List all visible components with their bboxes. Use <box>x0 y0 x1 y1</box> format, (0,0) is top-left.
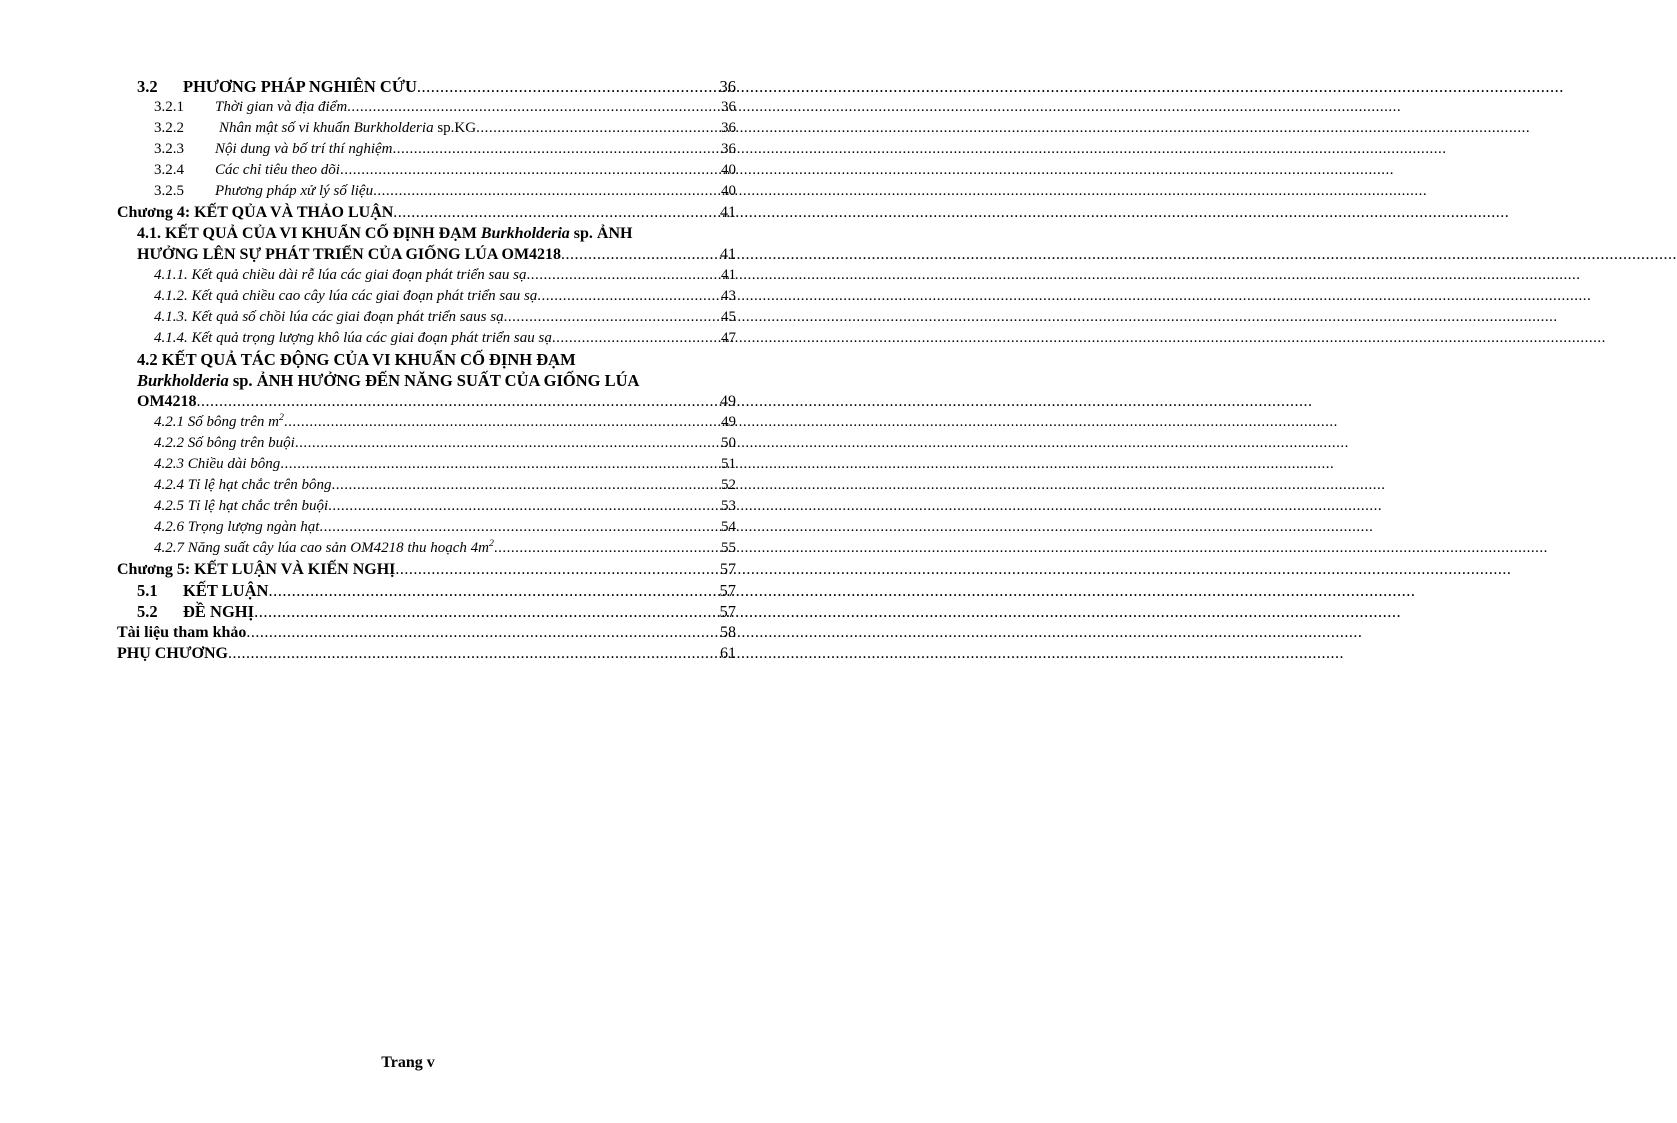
section-number: 3.2 <box>137 77 158 96</box>
page-number: 53 <box>721 498 736 514</box>
section-title: Thời gian và địa điểm <box>215 99 348 115</box>
dot-leader <box>393 202 719 223</box>
page-number: 58 <box>720 624 736 641</box>
genus-name: Burkholderia <box>480 225 570 242</box>
page-number: 61 <box>720 645 736 662</box>
section-number: 5.1 <box>137 581 158 600</box>
toc-entry-4-1-3[interactable] <box>117 307 736 328</box>
dot-leader <box>319 517 720 538</box>
dot-leader <box>254 601 718 622</box>
section-title: 4.1.3. Kết quả số chồi lúa các giai đoạn phát triển saus sạ <box>154 309 504 325</box>
section-number: 3.2.1 <box>154 99 184 115</box>
toc-entry-3-2-1[interactable] <box>117 97 736 118</box>
toc-entry-4-1-2[interactable] <box>117 286 736 307</box>
page-number: 57 <box>720 561 736 578</box>
section-number: 5.2 <box>137 602 158 621</box>
dot-leader <box>280 454 720 475</box>
section-title: 4.2.6 Trọng lượng ngàn hạt <box>154 519 320 535</box>
dot-leader <box>295 433 720 454</box>
page-number: 43 <box>721 288 736 304</box>
title-text: 4.2.1 Số bông trên m <box>154 414 279 430</box>
toc-entry-3-2-3[interactable] <box>117 139 736 160</box>
toc-entry-4-2-cont-2[interactable] <box>117 391 736 412</box>
dot-leader <box>417 76 719 97</box>
toc-entry-4-2[interactable] <box>117 349 736 370</box>
superscript: 2 <box>279 412 284 423</box>
toc-entry-4-2-2[interactable] <box>117 433 736 454</box>
page-footer: Trang v <box>381 1054 435 1071</box>
section-number: 3.2.5 <box>154 183 184 199</box>
page-number: 41 <box>720 204 736 221</box>
page-number: 40 <box>721 162 736 178</box>
toc-entry-5-1[interactable] <box>117 580 736 601</box>
page-number: 36 <box>721 141 736 157</box>
page-number: 47 <box>721 330 736 346</box>
dot-leader <box>393 139 721 160</box>
section-title: KẾT LUẬN <box>183 581 269 600</box>
page-number: 52 <box>721 477 736 493</box>
dot-leader <box>395 559 719 580</box>
section-title: Phương pháp xử lý số liệu <box>215 183 374 199</box>
appendix-title: PHỤ CHƯƠNG <box>117 645 228 662</box>
toc-entry-3-2-2[interactable] <box>117 118 736 139</box>
title-part: sp. ẢNH <box>569 225 633 242</box>
dot-leader <box>284 412 720 433</box>
page-number: 41 <box>721 267 736 283</box>
toc-entry-4-1-cont[interactable] <box>117 244 736 265</box>
section-title: Các chỉ tiêu theo dõi <box>215 162 340 178</box>
dot-leader <box>228 643 719 664</box>
toc-entry-4-2-3[interactable] <box>117 454 736 475</box>
section-title: 4.2.2 Số bông trên buội <box>154 435 295 451</box>
section-title-line-3: OM4218 <box>137 393 197 410</box>
title-part: 4.1. KẾT QUẢ CỦA VI KHUẨN CỐ ĐỊNH ĐẠM <box>137 225 481 242</box>
section-title <box>154 412 284 433</box>
page-number: 51 <box>721 456 736 472</box>
toc-entry-4-2-7[interactable] <box>117 538 736 559</box>
superscript: 2 <box>488 538 494 549</box>
dot-leader <box>504 307 720 328</box>
toc-entry-4-2-4[interactable] <box>117 475 736 496</box>
dot-leader <box>340 160 720 181</box>
dot-leader <box>197 391 719 412</box>
toc-entry-4-1[interactable] <box>117 223 736 244</box>
title-part: sp.KG <box>433 120 477 136</box>
section-title: 4.2.4 Tỉ lệ hạt chắc trên bông <box>154 477 332 493</box>
toc-entry-4-2-5[interactable] <box>117 496 736 517</box>
section-title: PHƯƠNG PHÁP NGHIÊN CỨU <box>183 77 417 96</box>
genus-name: Burkholderia <box>137 371 229 390</box>
dot-leader <box>561 244 719 265</box>
dot-leader <box>526 265 720 286</box>
dot-leader <box>494 538 720 559</box>
toc-entry-4-2-6[interactable] <box>117 517 736 538</box>
references-title: Tài liệu tham khảo <box>117 624 247 641</box>
section-title <box>219 118 476 139</box>
page-number: 36 <box>721 99 736 115</box>
toc-entry-4-2-1[interactable] <box>117 412 736 433</box>
page-number: 49 <box>721 414 736 430</box>
section-number: 3.2.3 <box>154 141 184 157</box>
section-number: 3.2.2 <box>154 120 184 136</box>
section-title-line-1: 4.2 KẾT QUẢ TÁC ĐỘNG CỦA VI KHUẨN CỐ ĐỊNH ĐẠM <box>137 350 576 369</box>
chapter-title: Chương 5: KẾT LUẬN VÀ KIẾN NGHỊ <box>117 561 396 578</box>
toc-entry-4-1-4[interactable] <box>117 328 736 349</box>
chapter-title: Chương 4: KẾT QỦA VÀ THẢO LUẬN <box>117 204 394 221</box>
page-number: 40 <box>721 183 736 199</box>
dot-leader <box>552 328 720 349</box>
title-text: 4.2.7 Năng suất cây lúa cao sản OM4218 thu hoạch 4m <box>154 540 489 556</box>
table-of-contents <box>117 76 736 664</box>
page-number: 41 <box>720 246 736 263</box>
page-number: 45 <box>721 309 736 325</box>
section-number: 3.2.4 <box>154 162 184 178</box>
toc-entry-3-2-5[interactable] <box>117 181 736 202</box>
toc-entry-4-1-1[interactable] <box>117 265 736 286</box>
section-title-line-2: HƯỞNG LÊN SỰ PHÁT TRIỂN CỦA GIỐNG LÚA OM4218 <box>137 246 562 263</box>
section-title-line-1 <box>137 223 632 244</box>
dot-leader <box>246 622 719 643</box>
title-part: Nhân mật số vi khuẩn <box>219 120 354 136</box>
section-title-line-2 <box>137 370 639 391</box>
page-number: 57 <box>719 602 736 621</box>
toc-entry-3-2[interactable] <box>117 76 736 97</box>
page-number: 55 <box>721 540 736 556</box>
dot-leader <box>373 181 720 202</box>
page-number: 36 <box>719 77 736 96</box>
page-number: 50 <box>721 435 736 451</box>
dot-leader <box>328 496 720 517</box>
toc-entry-chapter-5[interactable] <box>117 559 736 580</box>
dot-leader <box>476 118 720 139</box>
page-number: 57 <box>719 581 736 600</box>
section-title: 4.1.2. Kết quả chiều cao cây lúa các giai đoạn phát triển sau sạ <box>154 288 538 304</box>
toc-entry-3-2-4[interactable] <box>117 160 736 181</box>
title-part: sp. ẢNH HƯỞNG ĐẾN NĂNG SUẤT CỦA GIỐNG LÚA <box>228 371 640 390</box>
page-number: 49 <box>720 393 736 410</box>
toc-entry-4-2-cont[interactable] <box>117 370 736 391</box>
dot-leader <box>268 580 718 601</box>
section-title: 4.1.1. Kết quả chiều dài rễ lúa các giai đoạn phát triển sau sạ <box>154 267 527 283</box>
section-title: ĐỀ NGHỊ <box>183 602 255 621</box>
section-title <box>154 538 494 559</box>
section-title: 4.2.5 Tỉ lệ hạt chắc trên buội <box>154 498 329 514</box>
page-number: 36 <box>721 120 736 136</box>
section-title: 4.1.4. Kết quả trọng lượng khô lúa các giai đoạn phát triển sau sạ <box>154 330 552 346</box>
page-number: 54 <box>721 519 736 535</box>
dot-leader <box>537 286 720 307</box>
section-title: Nội dung và bố trí thí nghiệm <box>215 141 393 157</box>
toc-entry-5-2[interactable] <box>117 601 736 622</box>
dot-leader <box>347 97 720 118</box>
toc-entry-chapter-4[interactable] <box>117 202 736 223</box>
genus-name: Burkholderia <box>353 120 434 136</box>
toc-entry-references[interactable] <box>117 622 736 643</box>
toc-entry-appendix[interactable] <box>117 643 736 664</box>
section-title: 4.2.3 Chiều dài bông <box>154 456 281 472</box>
dot-leader <box>331 475 720 496</box>
